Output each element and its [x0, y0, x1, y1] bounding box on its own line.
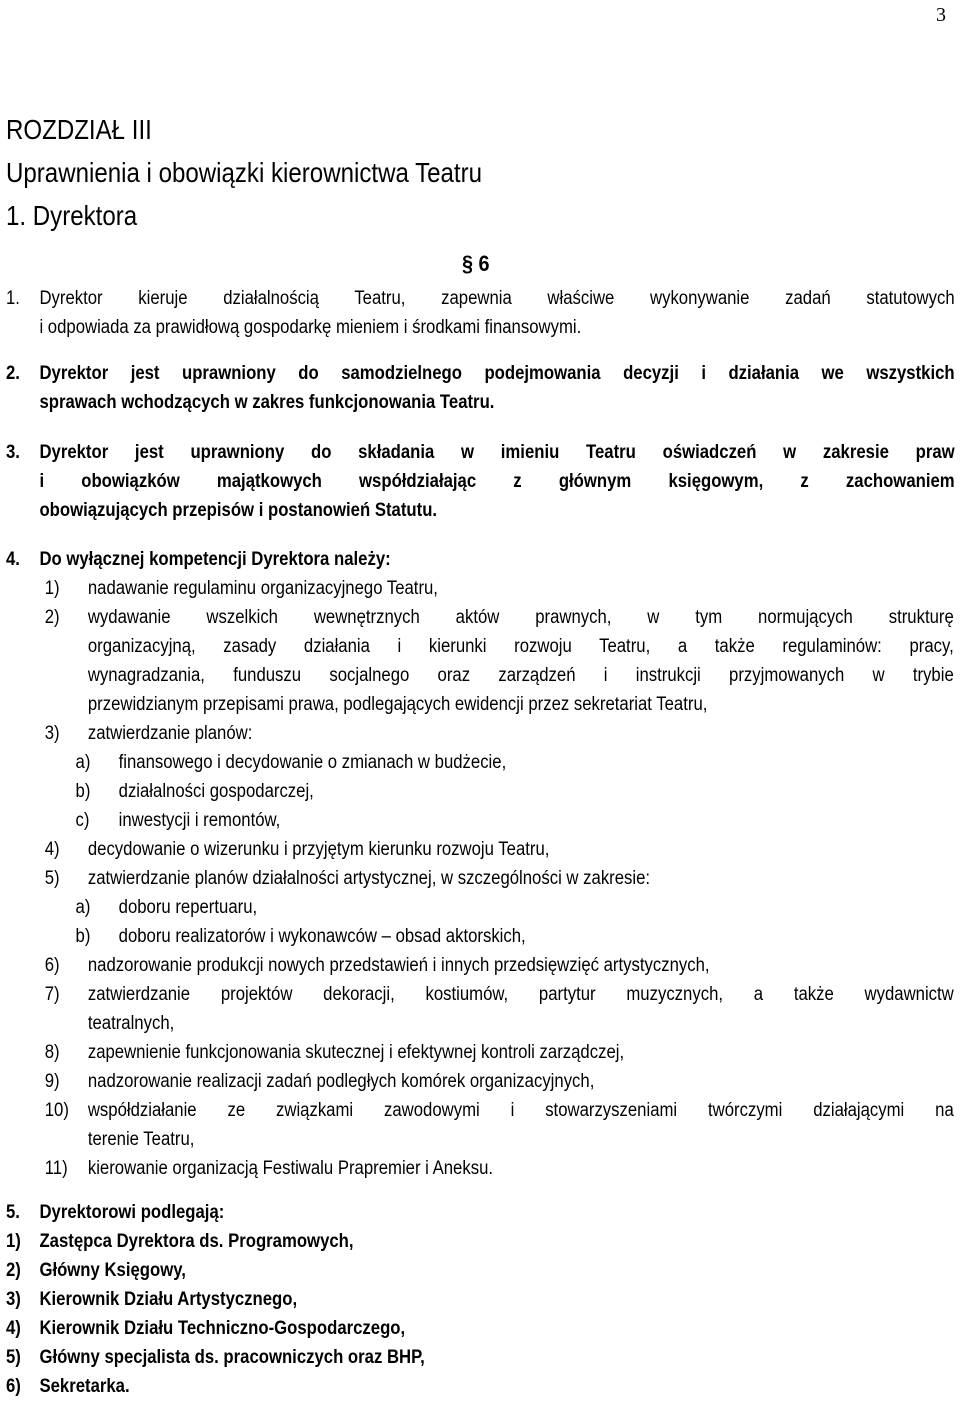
list-item-text: wydawanie wszelkich wewnętrznych aktów prawnych, w tym normujących strukturę: [87, 607, 954, 628]
paragraph-number: 3.: [6, 442, 20, 463]
list-item: [6, 1096, 958, 1125]
list-item: [6, 632, 958, 661]
sub-list-item: [6, 893, 958, 922]
paragraph-intro: Do wyłącznej kompetencji Dyrektora należy:: [39, 549, 391, 570]
page-number: 3: [936, 4, 946, 26]
sub-list-item-number: b): [75, 781, 91, 802]
list-item-text: organizacyjną, zasady działania i kierunki rozwoju Teatru, a także regulaminów: pracy,: [87, 636, 954, 657]
list-item-number: 9): [44, 1071, 60, 1092]
list-item: [6, 1227, 958, 1256]
paragraph-3: [6, 438, 958, 525]
sub-list-item: [6, 806, 958, 835]
list-item-text: współdziałanie ze związkami zawodowymi i stowarzyszeniami twórczymi działającymi na: [87, 1100, 954, 1121]
list-item: [6, 1343, 958, 1372]
paragraph-5: [6, 1198, 958, 1401]
list-item-text: wynagradzania, funduszu socjalnego oraz zarządzeń i instrukcji przyjmowanych w trybie: [87, 665, 954, 686]
sub-list-item-text: finansowego i decydowanie o zmianach w budżecie,: [118, 752, 507, 773]
list-item-number: 11): [44, 1158, 68, 1179]
paragraph-2: [6, 359, 958, 417]
chapter-title: ROZDZIAŁ III: [6, 114, 152, 145]
sub-list-item-text: działalności gospodarczej,: [118, 781, 314, 802]
paragraph-line: i obowiązków majątkowych współdziałając z głównym księgowym, z zachowaniem: [39, 471, 955, 492]
list-item: [6, 690, 958, 719]
list-item: [6, 1285, 958, 1314]
list-item-text: kierowanie organizacją Festiwalu Prapremier i Aneksu.: [87, 1158, 494, 1179]
paragraph-number: 1.: [6, 288, 20, 309]
paragraph-line: Dyrektor jest uprawniony do składania w imieniu Teatru oświadczeń w zakresie praw: [39, 442, 955, 463]
list-item: [6, 1314, 958, 1343]
list-item-text: terenie Teatru,: [87, 1129, 195, 1150]
paragraph-1: [6, 284, 958, 342]
list-item-number: 2): [44, 607, 60, 628]
list-item-number: 6): [44, 955, 60, 976]
list-item-number: 5): [44, 868, 60, 889]
paragraph-line: Dyrektor jest uprawniony do samodzielnego podejmowania decyzji i działania we wszystkich: [39, 363, 955, 384]
sub-list-item-text: inwestycji i remontów,: [118, 810, 281, 831]
subordinates-list: [6, 1227, 958, 1401]
sub-list-item-number: c): [75, 810, 90, 831]
list-item-number: 4): [6, 1318, 21, 1339]
sub-list-item-text: doboru realizatorów i wykonawców – obsad aktorskich,: [118, 926, 526, 947]
paragraph-number: 4.: [6, 549, 20, 570]
paragraph-number: 5.: [6, 1202, 20, 1223]
list-item-number: 1): [6, 1231, 21, 1252]
list-item: [6, 951, 958, 980]
list-item-number: 10): [44, 1100, 69, 1121]
list-item: [6, 835, 958, 864]
sub-list-item-number: a): [75, 897, 91, 918]
list-item: [6, 980, 958, 1009]
list-item: [6, 1372, 958, 1401]
sub-list-item-number: b): [75, 926, 91, 947]
list-item-number: 3): [6, 1289, 21, 1310]
list-item-number: 8): [44, 1042, 60, 1063]
list-item-number: 4): [44, 839, 60, 860]
list-item: [6, 661, 958, 690]
section-sign: § 6: [462, 251, 490, 276]
paragraph-line: i odpowiada za prawidłową gospodarkę mieniem i środkami finansowymi.: [39, 317, 582, 338]
list-item-text: zatwierdzanie projektów dekoracji, kostiumów, partytur muzycznych, a także wydawnictw: [87, 984, 954, 1005]
paragraph-line: obowiązujących przepisów i postanowień Statutu.: [39, 500, 438, 521]
list-item-text: Kierownik Działu Artystycznego,: [39, 1289, 298, 1310]
paragraph-line: sprawach wchodzących w zakres funkcjonowania Teatru.: [39, 392, 495, 413]
sub-list-item: [6, 922, 958, 951]
list-item-text: nadzorowanie produkcji nowych przedstawień i innych przedsięwzięć artystycznych,: [87, 955, 710, 976]
list-item-text: Zastępca Dyrektora ds. Programowych,: [39, 1231, 354, 1252]
list-item-number: 7): [44, 984, 60, 1005]
chapter-section: 1. Dyrektora: [6, 200, 138, 231]
list-item: [6, 864, 958, 893]
list-item-text: nadzorowanie realizacji zadań podległych komórek organizacyjnych,: [87, 1071, 595, 1092]
list-item-text: Główny Księgowy,: [39, 1260, 186, 1281]
list-item-text: zatwierdzanie planów działalności artystycznej, w szczególności w zakresie:: [87, 868, 651, 889]
sub-list-item-number: a): [75, 752, 91, 773]
chapter-heading: [6, 108, 482, 237]
list-item-text: zatwierdzanie planów:: [87, 723, 253, 744]
sub-list-item: [6, 748, 958, 777]
list-item-text: Sekretarka.: [39, 1376, 130, 1397]
paragraph-intro: Dyrektorowi podlegają:: [39, 1202, 225, 1223]
sub-list-item-text: doboru repertuaru,: [118, 897, 258, 918]
list-item: [6, 1067, 958, 1096]
list-item: [6, 719, 958, 748]
list-item: [6, 1009, 958, 1038]
list-item-text: zapewnienie funkcjonowania skutecznej i efektywnej kontroli zarządczej,: [87, 1042, 625, 1063]
list-item-text: Kierownik Działu Techniczno-Gospodarczego,: [39, 1318, 406, 1339]
list-item: [6, 1038, 958, 1067]
competence-list: [6, 574, 958, 1183]
paragraph-number: 2.: [6, 363, 20, 384]
list-item-text: przewidzianym przepisami prawa, podlegających ewidencji przez sekretariat Teatru,: [87, 694, 708, 715]
sub-list-item: [6, 777, 958, 806]
chapter-subtitle: Uprawnienia i obowiązki kierownictwa Teatru: [6, 157, 483, 188]
list-item-text: Główny specjalista ds. pracowniczych oraz BHP,: [39, 1347, 425, 1368]
list-item-number: 6): [6, 1376, 21, 1397]
list-item: [6, 1256, 958, 1285]
list-item: [6, 603, 958, 632]
list-item: [6, 1154, 958, 1183]
list-item-text: decydowanie o wizerunku i przyjętym kierunku rozwoju Teatru,: [87, 839, 550, 860]
list-item-number: 1): [44, 578, 60, 599]
paragraph-line: Dyrektor kieruje działalnością Teatru, zapewnia właściwe wykonywanie zadań statutowych: [39, 288, 955, 309]
list-item-text: nadawanie regulaminu organizacyjnego Teatru,: [87, 578, 438, 599]
list-item-number: 5): [6, 1347, 21, 1368]
list-item: [6, 1125, 958, 1154]
list-item-number: 3): [44, 723, 60, 744]
paragraph-4: [6, 545, 958, 1183]
list-item-number: 2): [6, 1260, 21, 1281]
list-item-text: teatralnych,: [87, 1013, 175, 1034]
list-item: [6, 574, 958, 603]
